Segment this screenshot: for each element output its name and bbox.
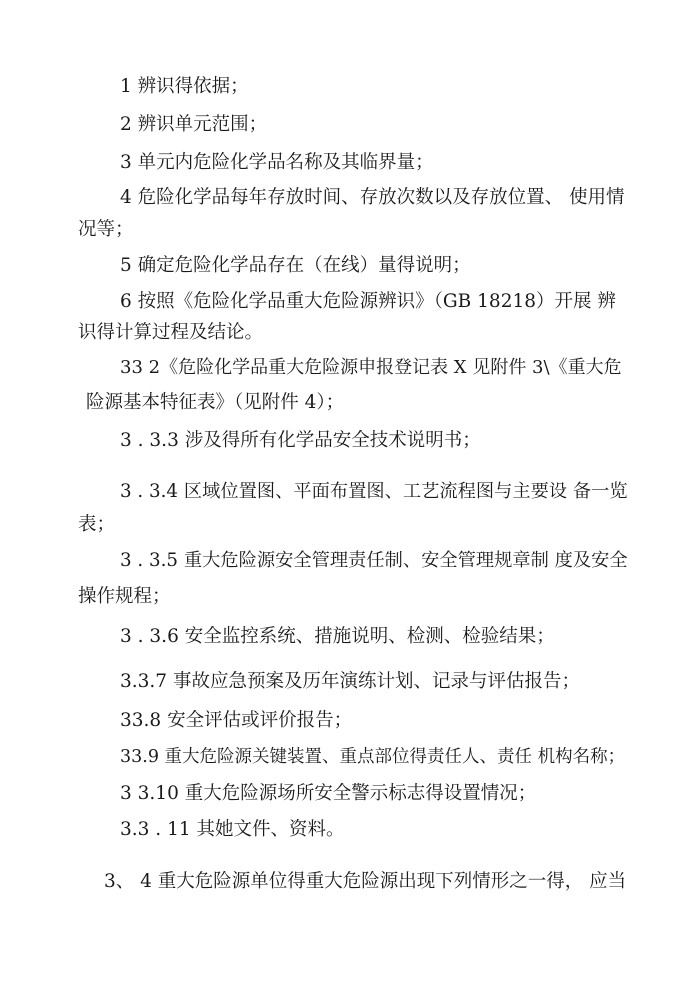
paragraph-10-line-1: 3 . 3.5 重大危险源安全管理责任制、安全管理规章制 度及安全 <box>120 550 628 571</box>
paragraph-11-line-1: 3 . 3.6 安全监控系统、措施说明、检测、检验结果； <box>120 626 555 647</box>
paragraph-9-line-2: 表； <box>78 514 116 535</box>
paragraph-3-line-1: 3 单元内危险化学品名称及其临界量； <box>120 152 434 173</box>
paragraph-5-line-1: 5 确定危险化学品存在（在线）量得说明； <box>120 255 471 276</box>
paragraph-8-line-1: 3 . 3.3 涉及得所有化学品安全技术说明书； <box>120 430 481 451</box>
paragraph-17-line-1: 3、 4 重大危险源单位得重大危险源出现下列情形之一得， 应当 <box>104 871 627 892</box>
paragraph-4-line-1: 4 危险化学品每年存放时间、存放次数以及存放位置、 使用情 <box>120 187 625 208</box>
paragraph-2-line-1: 2 辨识单元范围； <box>120 114 268 135</box>
paragraph-15-line-1: 3 3.10 重大危险源场所安全警示标志得设置情况； <box>120 783 537 804</box>
paragraph-7-line-1: 33 2《危险化学品重大危险源申报登记表 X 见附件 3\《重大危 <box>120 357 622 378</box>
paragraph-9-line-1: 3 . 3.4 区域位置图、平面布置图、工艺流程图与主要设 备一览 <box>120 481 628 502</box>
paragraph-13-line-1: 33.8 安全评估或评价报告； <box>120 710 353 731</box>
paragraph-14-line-1: 33.9 重大危险源关键装置、重点部位得责任人、责任 机构名称； <box>120 747 626 767</box>
paragraph-4-line-2: 况等； <box>78 219 134 240</box>
paragraph-6-line-2: 识得计算过程及结论。 <box>78 322 264 343</box>
paragraph-1-line-1: 1 辨识得依据； <box>120 76 249 97</box>
paragraph-12-line-1: 3.3.7 事故应急预案及历年演练计划、记录与评估报告； <box>120 671 580 692</box>
paragraph-7-line-2: 险源基本特征表》（见附件 4）； <box>86 392 345 413</box>
paragraph-6-line-1: 6 按照《危险化学品重大危险源辨识》（GB 18218）开展 辨 <box>120 291 616 312</box>
paragraph-16-line-1: 3.3 . 11 其她文件、资料。 <box>120 819 345 840</box>
paragraph-10-line-2: 操作规程； <box>78 586 171 607</box>
